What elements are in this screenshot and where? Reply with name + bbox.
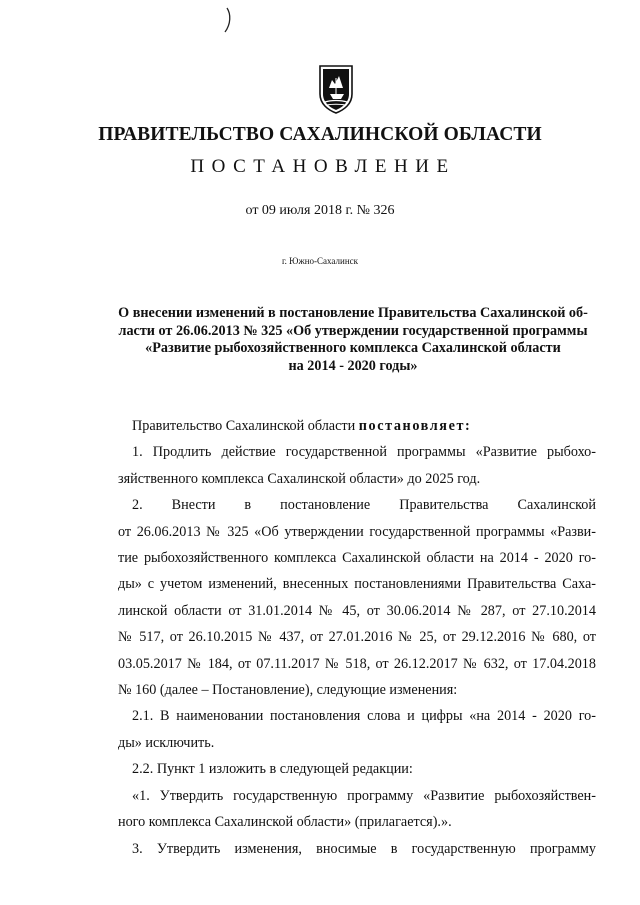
paragraph-2-line: 2. Внести в постановление Правительства Сахалинской (132, 497, 596, 514)
paragraph-2-2: 2.2. Пункт 1 изложить в следующей редакции: (132, 761, 413, 778)
paragraph-2-line: ды» с учетом изменений, внесенных постановлениями Правительства Саха- (118, 576, 596, 593)
paragraph-2-2-quote-line: ного комплекса Сахалинской области» (прилагается).». (118, 814, 452, 831)
paragraph-2-1-line: ды» исключить. (118, 734, 215, 751)
preamble-text: Правительство Сахалинской области (132, 418, 356, 434)
paragraph-2-2-quote-line: «1. Утвердить государственную программу «Развитие рыбохозяйствен- (132, 787, 596, 804)
paragraph-2-1-line: 2.1. В наименовании постановления слова и цифры «на 2014 - 2020 го- (132, 708, 596, 725)
paragraph-2-line: тие рыбохозяйственного комплекса Сахалинской области на 2014 - 2020 го- (118, 550, 596, 567)
subject-line: на 2014 - 2020 годы» (288, 357, 418, 374)
preamble (118, 413, 596, 439)
document-subject (110, 305, 596, 375)
document-date-number: от 09 июля 2018 г. № 326 (245, 203, 395, 218)
paragraph-2-line: 03.05.2017 № 184, от 07.11.2017 № 518, от 26.12.2017 № 632, от 17.04.2018 (118, 655, 596, 672)
preamble-action: постановляет: (358, 418, 472, 434)
paragraph-1-line: зяйственного комплекса Сахалинской области» до 2025 год. (118, 470, 481, 487)
paragraph-2-line: № 160 (далее – Постановление), следующие изменения: (118, 682, 458, 699)
paragraph-2-line: линской области от 31.01.2014 № 45, от 30.06.2014 № 287, от 27.10.2014 (118, 602, 596, 619)
document-body (118, 413, 596, 862)
coat-of-arms-icon (317, 64, 355, 114)
paragraph-2-line: № 517, от 26.10.2015 № 437, от 27.01.2016 № 25, от 29.12.2016 № 680, от (118, 629, 596, 646)
government-title: ПРАВИТЕЛЬСТВО САХАЛИНСКОЙ ОБЛАСТИ (98, 124, 542, 145)
paragraph-3-line: 3. Утвердить изменения, вносимые в государственную программу (132, 840, 596, 857)
subject-line: «Развитие рыбохозяйственного комплекса Сахалинской области (145, 340, 561, 356)
handwritten-mark (222, 6, 236, 34)
document-type: ПОСТАНОВЛЕНИЕ (190, 156, 456, 177)
paragraph-2-line: от 26.06.2013 № 325 «Об утверждении государственной программы «Разви- (118, 523, 596, 540)
subject-line: О внесении изменений в постановление Правительства Сахалинской об- (118, 305, 588, 321)
subject-line: ласти от 26.06.2013 № 325 «Об утверждении государственной программы (118, 322, 588, 339)
paragraph-1-line: 1. Продлить действие государственной программы «Развитие рыбохо- (132, 444, 596, 461)
document-city: г. Южно-Сахалинск (281, 256, 358, 266)
